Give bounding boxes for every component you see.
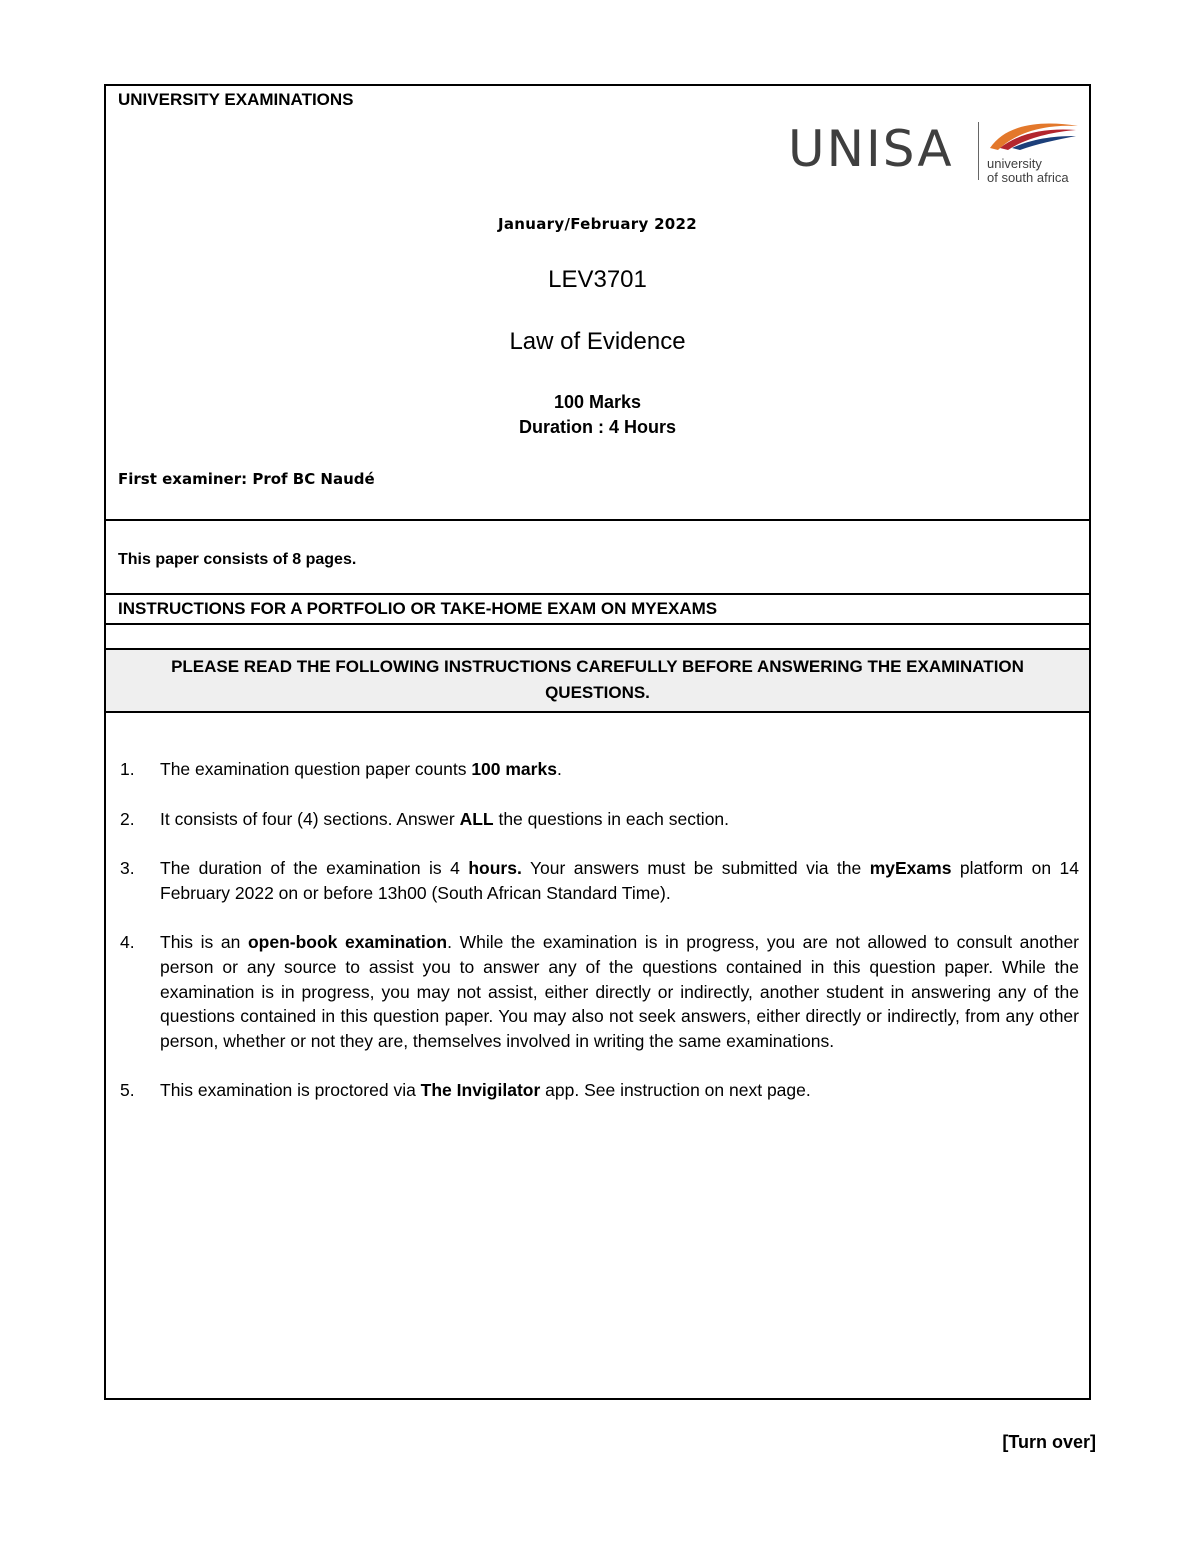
instruction-text: . bbox=[556, 759, 562, 779]
instructions-list bbox=[120, 757, 1079, 1128]
first-examiner: First examiner: Prof BC Naudé bbox=[118, 470, 375, 488]
instructions-heading: INSTRUCTIONS FOR A PORTFOLIO OR TAKE-HOME EXAM ON MYEXAMS bbox=[118, 599, 718, 618]
total-marks: 100 Marks bbox=[553, 392, 642, 412]
instruction-item bbox=[120, 757, 1079, 782]
exam-date: January/February 2022 bbox=[497, 215, 698, 233]
instruction-emphasis: open-book examination bbox=[247, 932, 448, 953]
instruction-text: platform on 14 February 2022 on or before 13h00 (South African Standard Time). bbox=[160, 858, 1080, 903]
pages-note-section bbox=[106, 521, 1089, 595]
blank-row bbox=[106, 625, 1089, 650]
instruction-text: . While the examination is in progress, you are not allowed to consult another person or any source to assist you to answer any of the questions contained in this question paper. While the examination is in progress, you may not assist, either directly or indirectly, another student in answering any of the questions contained in this question paper. You may also not seek answers, either directly or indirectly, from any other person, whether or not they are, themselves involved in writing the same examinations. bbox=[160, 932, 1080, 1051]
logo-wordmark: UNISA bbox=[788, 120, 954, 178]
unisa-logo bbox=[788, 118, 1083, 188]
instruction-number: 3. bbox=[120, 858, 135, 879]
turn-over-label: [Turn over] bbox=[1002, 1432, 1096, 1452]
cover-header-section bbox=[106, 86, 1089, 521]
instruction-text: app. See instruction on next page. bbox=[540, 1080, 811, 1101]
module-code: LEV3701 bbox=[548, 266, 647, 293]
instruction-text: the questions in each section. bbox=[493, 808, 730, 829]
instruction-item bbox=[120, 807, 1079, 832]
logo-divider bbox=[978, 122, 979, 180]
instruction-number: 4. bbox=[120, 932, 135, 953]
please-read-banner: PLEASE READ THE FOLLOWING INSTRUCTIONS CAREFULLY BEFORE ANSWERING THE EXAMINATION QUESTIONS. bbox=[171, 657, 1024, 702]
instruction-text: It consists of four (4) sections. Answer bbox=[160, 808, 460, 829]
university-examinations-title: UNIVERSITY EXAMINATIONS bbox=[118, 90, 354, 109]
swoosh-icon bbox=[986, 118, 1081, 158]
instruction-text: The examination question paper counts bbox=[160, 759, 472, 779]
instruction-item bbox=[120, 930, 1079, 1053]
instruction-text: Your answers must be submitted via the bbox=[521, 858, 870, 879]
logo-subtitle-south-africa: of south africa bbox=[987, 170, 1069, 185]
instruction-emphasis: hours. bbox=[468, 858, 522, 879]
instructions-heading-section bbox=[106, 595, 1089, 625]
instruction-emphasis: ALL bbox=[459, 808, 494, 829]
instruction-text: This is an bbox=[160, 932, 248, 953]
instruction-text: The duration of the examination is 4 bbox=[160, 858, 469, 879]
instruction-number: 1. bbox=[120, 759, 135, 779]
instruction-text: This examination is proctored via bbox=[160, 1080, 421, 1101]
instructions-list-section bbox=[106, 713, 1089, 1398]
instruction-emphasis: The Invigilator bbox=[420, 1080, 541, 1101]
exam-cover-frame bbox=[104, 84, 1091, 1400]
instruction-emphasis: myExams bbox=[869, 858, 952, 879]
logo-subtitle-university: university bbox=[987, 156, 1042, 171]
please-read-section bbox=[106, 650, 1089, 713]
instruction-item bbox=[120, 1078, 1079, 1103]
exam-duration: Duration : 4 Hours bbox=[518, 417, 676, 437]
instruction-number: 5. bbox=[120, 1080, 135, 1101]
instruction-emphasis: 100 marks bbox=[471, 759, 557, 779]
module-name: Law of Evidence bbox=[509, 328, 686, 355]
instruction-item bbox=[120, 856, 1079, 905]
pages-note: This paper consists of 8 pages. bbox=[118, 551, 357, 568]
instruction-number: 2. bbox=[120, 808, 135, 829]
